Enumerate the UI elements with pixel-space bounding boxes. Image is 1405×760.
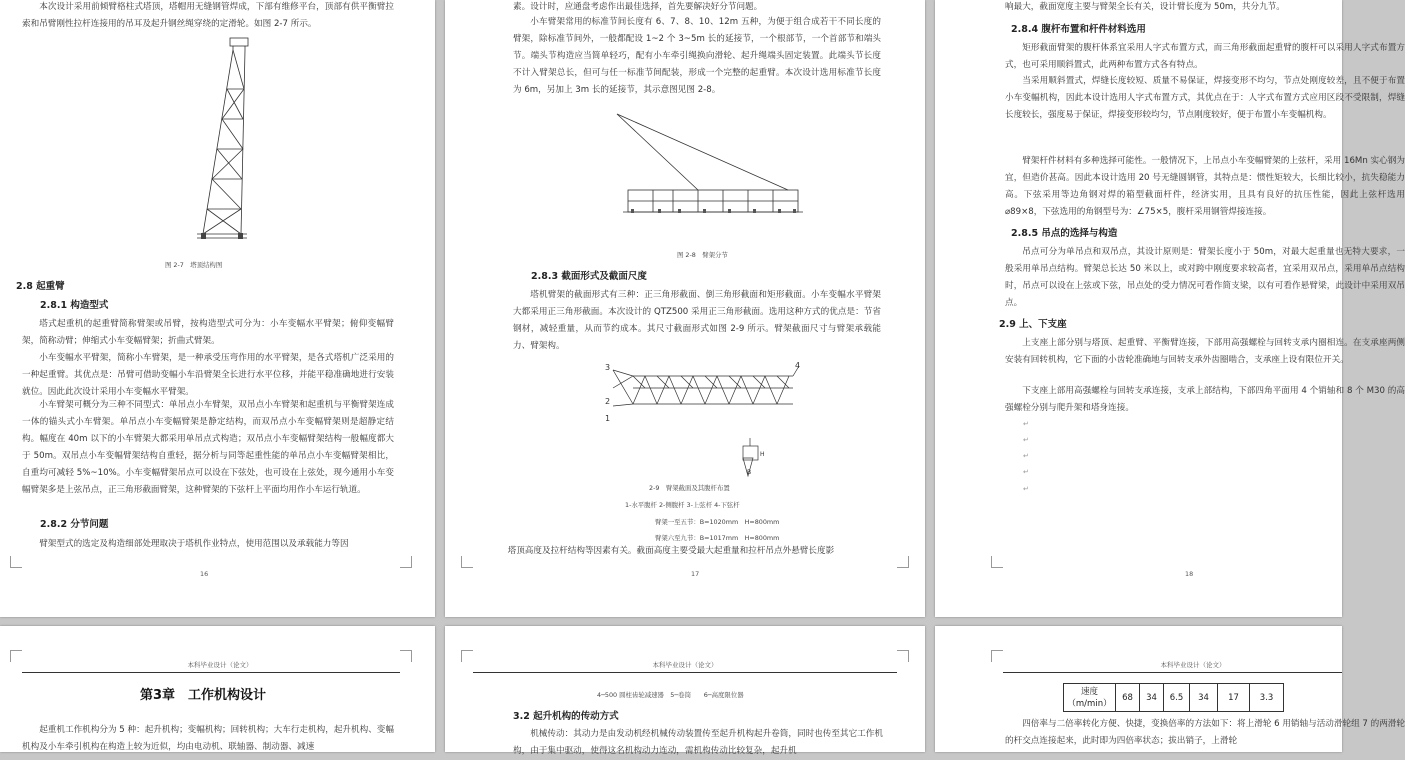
table-cell: 17	[1218, 684, 1250, 712]
section-heading: 2.9 上、下支座	[999, 319, 1067, 330]
paragraph: 臂架型式的选定及构造细部处理取决于塔机作业特点，使用范围以及承载能力等因	[39, 539, 349, 549]
paragraph: 响最大，截面宽度主要与臂架全长有关，设计臂长度为 50m，共分九节。	[1005, 2, 1285, 12]
section-heading: 2.8 起重臂	[16, 281, 65, 292]
paragraph: 矩形截面臂架的腹杆体系宜采用人字式布置方式，而三角形截面起重臂的腹杆可以采用人字式布置方式，也可采用顺斜置式，此两种布置方式各有特点。	[1005, 43, 1405, 70]
table-cell: 34	[1140, 684, 1164, 712]
page-number: 18	[1185, 570, 1194, 578]
paragraph: 臂架杆件材料有多种选择可能性。一般情况下，上吊点小车变幅臂架的上弦杆，采用 16Mn 实心钢为宜，但造价甚高。因此本设计选用 20 号无缝圆钢管，其特点是：惯性矩较大，长细比较小，抗失稳能力高。下弦采用等边角钢对焊的箱型截面杆件，经济实用，且具有良好的抗压性能，因此上弦杆选用⌀89×8，下弦选用的角钢型号为：∠75×5，腹杆采用钢管焊接连接。	[1005, 156, 1405, 217]
paragraph-mark: ↵	[1023, 436, 1029, 444]
label-3: 3	[605, 363, 611, 372]
figure-caption: 4─500 圆柱齿轮减速器 5─卷筒 6─高度限位器	[597, 691, 744, 699]
running-header: 本科毕业设计（论文）	[652, 661, 718, 669]
page-19	[0, 626, 435, 752]
paragraph: 当采用顺斜置式，焊缝长度较短、质量不易保证，焊接变形不均匀，节点处刚度较差，且不便于布置小车变幅机构，因此本设计选用人字式布置方式，其优点在于：人字式布置方式应用区段不受限制，焊缝长度较长，强度易于保证，焊接变形较均匀，节点刚度较好，便于布置小车变幅机构。	[1005, 76, 1405, 120]
crop-mark	[991, 556, 1003, 568]
paragraph: 下支座上部用高强螺栓与回转支承连接，支承上部结构，下部四角平面用 4 个销轴和 8 个 M30 的高强螺栓分别与爬升架和塔身连接。	[1005, 386, 1405, 413]
section-heading: 3.2 起升机构的传动方式	[513, 711, 619, 722]
chapter-title: 第3章 工作机构设计	[140, 688, 267, 703]
jib-cross-section-figure	[603, 358, 803, 476]
subsection-heading: 2.8.2 分节问题	[40, 519, 109, 530]
figure-dimension: 臂架一至五节：B=1020mm H=800mm	[655, 518, 780, 526]
paragraph: 本次设计采用前倾臂格柱式塔顶，塔帽用无缝钢管焊成，下部有维修平台，顶部有供平衡臂拉索和吊臂刚性拉杆连接用的吊耳及起升钢丝绳穿绕的定滑轮。如图 2-7 所示。	[22, 2, 394, 29]
page-16	[0, 0, 435, 617]
paragraph: 四倍率与二倍率转化方便、快捷，变换倍率的方法如下：将上滑轮 6 用销轴与活动滑轮组 7 的两滑轮的杆交点连接起来，此时即为四倍率状态；拔出销子，上滑轮	[1005, 719, 1405, 746]
crop-mark	[897, 650, 909, 662]
label-4: 4	[795, 361, 801, 370]
crop-mark	[400, 650, 412, 662]
paragraph: 小车臂架可概分为三种不同型式：单吊点小车臂架，双吊点小车臂架和起重机与平衡臂架连成一体的锚头式小车臂架。单吊点小车变幅臂架是静定结构，而双吊点小车变幅臂架则是超静定结构。幅度在 40m 以下的小车臂架大都采用单吊点式构造；双吊点小车变幅臂架结构一般幅度都大于 50m。双吊点小车变幅臂架结构自重轻，据分析与同等起重性能的单吊点小车变幅臂架相比，自重均可减轻 5%~10%。小车变幅臂架吊点可以设在下弦处，也可设在上弦处，现今通用小车变幅臂架多是上弦吊点，正三角形截面臂架，这种臂架的下弦杆上平面均用作小车运行轨道。	[22, 400, 394, 495]
page-20	[445, 626, 925, 756]
page-18	[935, 0, 1405, 617]
table-cell: 3.3	[1250, 684, 1284, 712]
paragraph: 塔顶高度及拉杆结构等因素有关。截面高度主要受最大起重量和拉杆吊点外悬臂长度影	[507, 546, 835, 556]
crop-mark	[461, 650, 473, 662]
paragraph: 素。设计时，应通盘考虑作出最佳选择，首先要解决好分节问题。	[513, 2, 763, 12]
paragraph: 机械传动：其动力是由发动机经机械传动装置传至起升机构起升卷筒，同时也传至其它工作机构，由于集中驱动，使得这名机构动力连动，需机构传动比较复杂，起升机	[513, 729, 883, 756]
subsection-heading: 2.8.5 吊点的选择与构造	[1011, 228, 1118, 239]
crop-mark	[461, 556, 473, 568]
paragraph-mark: ↵	[1023, 485, 1029, 493]
paragraph: 塔机臂架的截面形式有三种：正三角形截面、倒三角形截面和矩形截面。小车变幅水平臂架大都采用正三角形截面。本次设计的 QTZ500 采用正三角形截面。选用这种方式的优点是：节省钢材，减轻重量，从而节约成本。其尺寸截面形式如图 2-9 所示。臂架截面尺寸与臂架承载能力、臂架构。	[513, 290, 881, 351]
running-header: 本科毕业设计（论文）	[187, 661, 253, 669]
figure-legend: 1-水平腹杆 2-侧腹杆 3-上弦杆 4-下弦杆	[625, 501, 740, 509]
paragraph-mark: ↵	[1023, 468, 1029, 476]
crop-mark	[400, 556, 412, 568]
figure-caption: 2-9 臂架截面及其腹杆布置	[649, 484, 730, 492]
figure-caption: 图 2-7 塔顶结构图	[165, 261, 223, 269]
jib-sections-figure	[613, 110, 803, 218]
page-21	[935, 626, 1405, 752]
header-rule	[1003, 672, 1342, 673]
crop-mark	[10, 556, 22, 568]
paragraph-mark: ↵	[1023, 452, 1029, 460]
figure-dimension: 臂架六至九节：B=1017mm H=800mm	[655, 534, 780, 542]
paragraph: 吊点可分为单吊点和双吊点，其设计原则是：臂架长度小于 50m，对最大起重量也无特大要求，一般采用单吊点结构。臂架总长达 50 米以上，或对跨中刚度要求较高者，宜采用双吊点，采用单吊点结构时，吊点可以设在上弦或下弦，吊点处的受力情况可看作简支梁，以有可看作悬臂梁，此设计中采用双吊点。	[1005, 247, 1405, 308]
speed-table	[1063, 683, 1284, 712]
crop-mark	[991, 650, 1003, 662]
crop-mark	[10, 650, 22, 662]
paragraph: 上支座上部分别与塔顶、起重臂、平衡臂连接，下部用高强螺栓与回转支承内圈相连。在支承座两侧安装有回转机构，它下面的小齿轮准确地与回转支承外齿圈啮合，支承座上设有限位开关。	[1005, 338, 1405, 365]
page-17	[445, 0, 925, 617]
paragraph: 塔式起重机的起重臂简称臂架或吊臂，按构造型式可分为：小车变幅水平臂架；俯仰变幅臂架，简称动臂；伸缩式小车变幅臂架；折曲式臂架。	[22, 319, 394, 346]
header-rule	[473, 672, 897, 673]
crop-mark	[897, 556, 909, 568]
table-cell: 6.5	[1164, 684, 1190, 712]
tower-top-figure	[175, 34, 265, 246]
figure-caption: 图 2-8 臂架分节	[677, 251, 728, 259]
subsection-heading: 2.8.1 构造型式	[40, 300, 109, 311]
table-header-cell: 速度（m/min）	[1064, 684, 1116, 712]
paragraph: 小车变幅水平臂架，简称小车臂架，是一种承受压弯作用的水平臂架，是各式塔机广泛采用的一种起重臂。其优点是：吊臂可借助变幅小车沿臂架全长进行水平位移，并能平稳准确地进行安装就位。因此此次设计采用小车变幅水平臂架。	[22, 353, 394, 397]
paragraph: 小车臂架常用的标准节间长度有 6、7、8、10、12m 五种，为便于组合成若干不同长度的臂架，除标准节间外，一般都配设 1~2 个 3~5m 长的延接节，一个根部节，一个首部节和端头节。端头节构造应当简单轻巧，配有小车牵引绳换向滑轮、起升绳端头固定装置。此端头节长度不计入臂架总长，但可与任一标准节间配装，形成一个完整的起重臂。本次设计选用标准节长度为 6m，另加上 3m 长的延接节，其示意图见图 2-8。	[513, 17, 881, 95]
page-number: 16	[200, 570, 209, 578]
table-cell: 68	[1116, 684, 1140, 712]
subsection-heading: 2.8.3 截面形式及截面尺度	[531, 271, 647, 282]
page-number: 17	[691, 570, 700, 578]
label-b: B	[747, 469, 752, 476]
running-header: 本科毕业设计（论文）	[1160, 661, 1226, 669]
paragraph: 起重机工作机构分为 5 种：起升机构；变幅机构；回转机构；大车行走机构，起升机构、变幅机构及小车牵引机构在构造上较为近似，均由电动机、联轴器、制动器、减速	[22, 725, 394, 752]
header-rule	[22, 672, 400, 673]
paragraph-mark: ↵	[1023, 420, 1029, 428]
subsection-heading: 2.8.4 腹杆布置和杆件材料选用	[1011, 24, 1146, 35]
table-row	[1064, 684, 1284, 712]
label-2: 2	[605, 397, 611, 406]
table-cell: 34	[1190, 684, 1218, 712]
label-1: 1	[605, 414, 611, 423]
label-h: H	[760, 451, 765, 458]
